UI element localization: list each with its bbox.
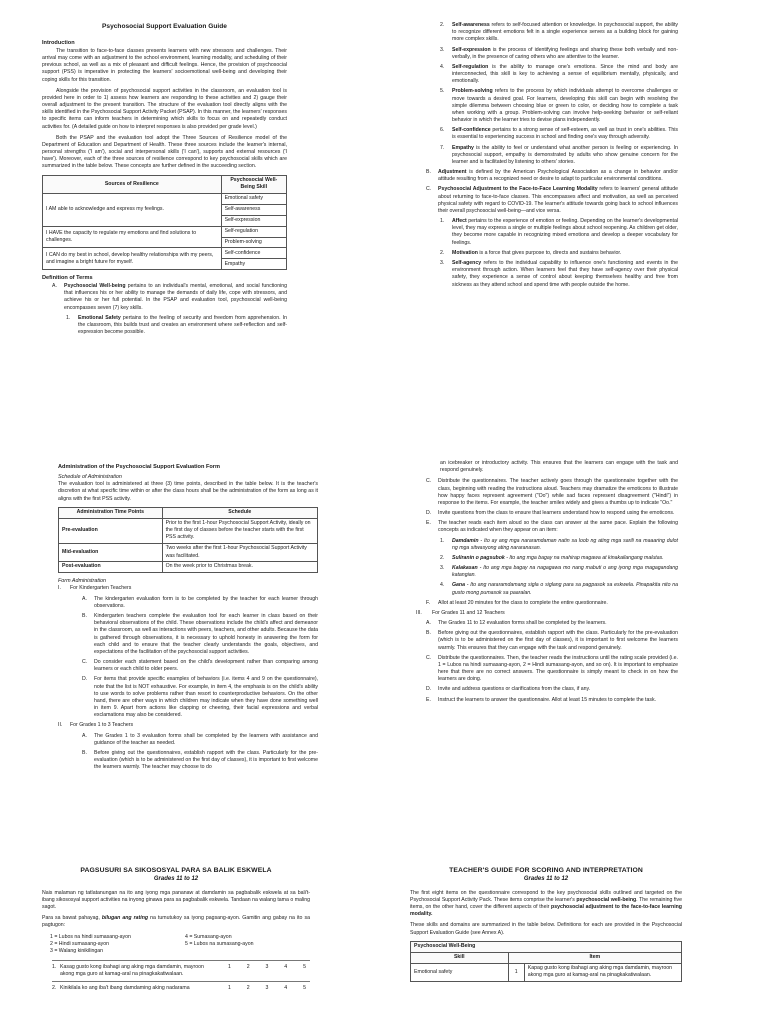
list-marker: 3. (440, 46, 445, 53)
list-marker: B. (82, 749, 87, 756)
list-item (416, 186, 678, 215)
definition-text: - Ito ang mga bagay na nagagawa mo nang mabuti o ang iyong mga magagandang katangian. (452, 565, 678, 579)
list-item (58, 750, 318, 772)
list-item (416, 620, 678, 627)
table-row (43, 248, 287, 259)
definition-term: Self-awareness (452, 22, 490, 28)
questionnaire-rating-instructions: Para sa bawat pahayag, bilugan ang rating na tumutukoy sa iyong pagsang-ayon. Gamitin ang gabay na ito sa pagtugon: (42, 915, 310, 929)
definition-text: pertains to a strong sense of self-esteem, as well as trust in one's abilities. This is essential to experiencing success in school and finding one's way through adversity. (452, 127, 678, 141)
scale-label: 1 = Lubos na hindi sumasang-ayon (50, 933, 131, 940)
definition-term: Adjustment (438, 169, 467, 176)
rating-option[interactable]: 3 (265, 985, 269, 992)
rating-emphasis: bilugan ang rating (101, 915, 149, 922)
skill-cell: Self-awareness (221, 204, 286, 215)
section-heading-definitions: Definition of Terms (42, 275, 93, 282)
list-text: Before giving out the questionnaires, establish rapport with the class. Particularly for the pre-evaluation (which is to be administered on the first day of classes), it is important to first welcome the learners warmly. This ensures that they can engage with the task and respond genuinely. (438, 630, 678, 651)
list-marker: 2. (440, 22, 445, 28)
list-marker: 2. (440, 249, 445, 256)
resilience-source-cell: I CAN do my best in school, develop healthy relationships with my peers, and imagine a bright future for myself. (43, 248, 222, 270)
guide-page-administration (58, 460, 318, 832)
schedule-paragraph: The evaluation tool is administered at three (3) time points, described in the table below. It is the teacher's discretion at what specific time within or after the class hours shall be the administration of the form as long as it aligns with the first PSS activity. (58, 481, 318, 502)
guide-page-administration-continued (416, 460, 678, 750)
scoring-guide-subtitle: Grades 11 to 12 (523, 876, 569, 883)
definition-term: Problem-solving (452, 88, 493, 95)
definition-term: Self-agency (452, 259, 482, 266)
grades-1-3-list-continued (416, 478, 678, 534)
list-text: Kindergarten teachers complete the evaluation tool for each learner in class based on their behavioral observations of the child. These observations include the child's affect and demeanor in the classroom, as well as interactions with peers, teachers, and other adults. Because the data is gathered through observations, it is necessary to uphold honesty in answering the form for each child and to ensure that the teacher clearly understands the goals, objectives, and expectations of the facilitation of the psychosocial support activities. (94, 612, 318, 655)
definition-text: is a force that gives purpose to, directs and sustains behavior. (479, 249, 622, 256)
questionnaire-item (52, 985, 310, 992)
scale-label: 3 = Walang kinikilingan (50, 947, 104, 954)
list-item (416, 47, 678, 61)
list-text: The Grades 11 to 12 evaluation forms shall be completed by the learners. (438, 620, 607, 627)
definition-text: is defined by the American Psychological Association as a change in behavior and/or attitude resulting from a recognized need or desire to adapt to particular environmental conditions. (438, 169, 678, 183)
list-item (416, 565, 678, 579)
list-item (416, 478, 678, 507)
resilience-table-header-skill: Psychosocial Well-Being Skill (221, 175, 286, 193)
list-text: Invite questions from the class to ensure that learners understand how to respond using the emoticons. (438, 510, 675, 517)
list-item (416, 250, 678, 257)
table-row (59, 562, 318, 573)
list-marker: A. (82, 732, 87, 739)
list-text: Before giving out the questionnaires, establish rapport with the class. Particularly for the pre-evaluation (which is to be administered on the first day of classes), it is important to first welcome the learners warmly. The teacher may choose to do (94, 749, 318, 771)
scoring-table (410, 941, 682, 982)
list-item (416, 260, 678, 289)
scale-label (185, 948, 310, 955)
table-row (43, 226, 287, 237)
guide-page-definitions (416, 22, 678, 352)
list-marker: A. (52, 283, 57, 290)
list-marker: C. (426, 654, 432, 661)
list-text: The Grades 1 to 3 evaluation forms shall be completed by the learners with assistance and guidance of the teacher as needed. (94, 732, 318, 746)
schedule-cell: Prior to the first 1-hour Psychosocial Support Activity, ideally on the first day of classes before the teacher starts with the first PSS activity. (162, 518, 317, 543)
list-text: Distribute the questionnaires. Then, the teacher reads the instructions until the rating scale provided (i.e. 1 = Lubos na hindi sumasang-ayon, 2 = Hindi sumasang-ayon, and so on). It is important to emphasize here that there are no correct answers. The questionnaire is simply meant to check in on how the learners are doing. (438, 654, 678, 683)
list-item (416, 630, 678, 652)
section-item (58, 585, 318, 592)
intro-paragraph-1: The transition to face-to-face classes presents learners with new stressors and challenges. Their arrival may come with an adjustment to the school environment, learning modality, and scheduling of their previous school, as well as a mix of pleasant and difficult feelings. Hence, the provision of psychosocial support (PSS) is imperative in protecting the learners' socioemotional well-being and developing their coping skills for this transition. (42, 47, 287, 83)
guide-page-intro (42, 22, 288, 336)
scoring-guide-title: TEACHER'S GUIDE FOR SCORING AND INTERPRETATION (449, 867, 643, 874)
list-marker: B. (426, 169, 431, 176)
list-text: Allot at least 20 minutes for the class to complete the entire questionnaire. (438, 599, 608, 606)
list-marker: 7. (440, 144, 445, 151)
list-item (416, 697, 678, 704)
definition-text: pertains to the feeling of security and freedom from apprehension. In the classroom, this builds trust and creates an environment where self-reflection and self-expression become possible. (78, 314, 287, 336)
list-marker: A. (82, 595, 87, 602)
section-title: For Grades 1 to 3 Teachers (70, 722, 134, 729)
list-marker: E. (426, 520, 431, 527)
list-item (416, 64, 678, 86)
list-marker: I. (58, 585, 61, 592)
list-text: For items that provide specific examples of behaviors (i.e. items 4 and 9 on the questionnaire), note that the list is NOT exhaustive. For example, in item 4, the emphasis is on the child's ability to use words to solve problems rather than resort to counterproductive behaviors. On the other hand, there are other ways in which children may indicate when they have done something well in item 9. Apart from actions like clapping or cheering, their facial expressions and verbal exclamations may also be considered. (94, 676, 318, 719)
list-text: The kindergarten evaluation form is to be completed by the teacher for each learner through observations. (94, 595, 318, 609)
definition-text: pertains to an individual's mental, emotional, and social functioning that influences his or her ability to manage the demands of daily life, cope with stressors, and achieve his or her full potential. In the PSAP and evaluation tool, psychosocial well-being encompasses seven (7) key skills. (64, 283, 288, 311)
emphasis-wellbeing: psychosocial well-being (576, 896, 637, 903)
list-item (416, 127, 678, 141)
concepts-list (416, 538, 678, 597)
resilience-table-header-source: Sources of Resilience (43, 175, 222, 193)
list-item (58, 613, 318, 656)
divider (52, 981, 310, 982)
definition-term: Kalakasan (452, 565, 478, 572)
definition-text: refers to self-focused attention or knowledge. In psychosocial support, the ability to recognize different emotions felt in a single experience serves as a building block for gaining more complex skills. (452, 22, 678, 43)
schedule-table-header-point: Administration Time Points (59, 507, 163, 518)
list-marker: 4. (440, 63, 445, 70)
list-item (416, 145, 678, 167)
list-item (416, 686, 678, 693)
list-item (416, 218, 678, 247)
resilience-source-cell: I AM able to acknowledge and express my feelings. (43, 193, 222, 226)
scoring-table-header-skill: Skill (411, 952, 509, 963)
resilience-table (42, 175, 287, 271)
scale-label: 4 = Sumasang-ayon (185, 933, 232, 940)
document-title: Psychosocial Support Evaluation Guide (102, 23, 227, 30)
item-statement: Kasag gusto kong ibahagi ang aking mga damdamin, mayroon akong mga guro at kamag-aral na pinagkakatiwalaan. (60, 964, 204, 978)
definition-item (42, 283, 287, 312)
list-item (416, 538, 678, 552)
rating-scale-legend (50, 934, 310, 956)
definition-text: - Ito ang nararamdamang sigla o siglang para sa pagpasok sa eskwela. Pinapakita nito na gusto mong pumasok sa paaralan. (452, 582, 678, 596)
list-marker: 2. (440, 554, 445, 561)
skill-cell: Emotional safety (411, 963, 509, 981)
definition-term: Affect (452, 218, 467, 225)
definition-term: Emotional Safety (78, 314, 121, 321)
definition-text: refers to the individual capability to influence one's functioning and events in the environment through action. When learners feel that they have self-agency over their physical safety, they experience a sense of control about keeping themselves healthy and free from sickness as they attend school and spend time with people outside the home. (452, 259, 678, 288)
list-item (416, 169, 678, 183)
list-marker: III. (416, 609, 422, 616)
intro-paragraph-2: Alongside the provision of psychosocial support activities in the classroom, an evaluation tool is provided here in order to 1) assess how learners are responding to these activities and 2) gauge their overall adjustment to the present transition. The structure of the evaluation tool directly aligns with the skills identified in the Psychosocial Support Activity Packet (PSAP). In this manner, the learners' responses to specific items can inform teachers in determining which skills to focus on and repeatedly conduct activities for. (A detailed guide on how to interpret responses is also provided per grade level.) (42, 87, 287, 130)
list-marker: D. (426, 510, 432, 517)
schedule-cell: On the week prior to Christmas break. (162, 562, 317, 573)
rating-option[interactable]: 4 (284, 964, 288, 971)
skill-cell: Emotional safety (221, 193, 286, 204)
rating-option[interactable]: 5 (303, 964, 306, 971)
definition-term: Motivation (452, 249, 478, 256)
definition-term: Self-confidence (452, 127, 491, 134)
definition-text: - Ito ay ang mga nararamdaman natin sa loob ng ating mga sarili na maaaring dulot ng mga sitwasyong ating nararanasan. (452, 537, 678, 551)
definition-term: Empathy (452, 144, 474, 151)
list-marker: 3. (440, 565, 445, 572)
definition-text: - Ito ang mga bagay na mahirap magawa at kinakailangang malutas. (506, 554, 664, 561)
list-marker: E. (426, 696, 431, 703)
list-item (416, 582, 678, 596)
list-marker: 1. (440, 537, 445, 544)
list-item (416, 520, 678, 534)
definition-term: Psychosocial Well-being (64, 283, 126, 290)
list-item (58, 659, 318, 673)
rating-option[interactable]: 1 (228, 964, 231, 971)
list-item (416, 88, 678, 124)
table-row (411, 963, 682, 981)
definition-term: Self-expression (452, 46, 491, 53)
rating-options (210, 964, 310, 971)
scoring-paragraph-1: The first eight items on the questionnaire correspond to the key psychosocial skills outlined and targeted on the Psychosocial Support Activity Pack. These items comprise the learner's psychosocial well-being. The remaining five items, on the other hand, cover the different aspects of their psychosocial adjustment to the face-to-face learning modality. (410, 889, 683, 918)
list-item (416, 555, 678, 562)
section-item (416, 610, 678, 617)
definition-text: is the process of identifying feelings and sharing these both verbally and non-verbally, in the presence of caring others who are attentive to the learner. (452, 46, 678, 60)
rating-option[interactable]: 2 (246, 985, 250, 992)
skill-cell: Self-regulation (221, 226, 286, 237)
rating-option[interactable]: 2 (246, 964, 250, 971)
intro-paragraph-3: Both the PSAP and the evaluation tool adopt the Three Sources of Resilience model of the Department of Education and Department of Health. These three sources include the learner's internal, personal strengths ('I am'), social and interpersonal skills ('I can'), supports and external resources ('I have'). Moreover, each of the three sources of resilience correspond to key psychosocial skills which are summarized in the table below. These concepts are further defined in the succeeding section. (42, 134, 287, 170)
item-statement: Kinikilala ko ang iba't ibang damdaming aking nadarama (60, 985, 190, 992)
table-row (59, 543, 318, 561)
scoring-guide-page (410, 866, 682, 1024)
item-number: 2. (52, 985, 57, 992)
skill-cell: Problem-solving (221, 237, 286, 248)
scale-label: 2 = Hindi sumasang-ayon (50, 940, 109, 947)
time-point-cell: Pre-evaluation (59, 518, 163, 543)
section-heading-introduction: Introduction (42, 40, 75, 47)
section-heading-administration: Administration of the Psychosocial Support Evaluation Form (58, 464, 220, 470)
questionnaire-instructions: Nais malaman ng tatlatanungan na ito ang iyong mga pananaw at damdamin sa pagbabalik eskwela at sa bali't-ibang sikososyal support activities na inyong ginawa para sa pagbabalik eskwela. Tandaan na walang tama o maling sagot. (42, 889, 310, 910)
grades-1-3-list (58, 733, 318, 772)
definition-term: Psychosocial Adjustment to the Face-to-Face Learning Modality (438, 186, 598, 193)
list-marker: D. (82, 676, 88, 683)
definition-term: Damdamin (452, 537, 479, 544)
schedule-cell: Two weeks after the first 1-hour Psychosocial Support Activity was facilitated. (162, 543, 317, 561)
emphasis-adjustment: psychosocial adjustment to the face-to-face learning modality. (410, 903, 682, 918)
subheading-form-administration: Form Administration (58, 578, 107, 585)
list-text: Instruct the learners to answer the questionnaire. Allot at least 15 minutes to complete the task. (438, 696, 656, 703)
definition-text: refers to the process by which individuals attempt to overcome challenges or move towards a desired goal. For learners, developing this skill can begin with resolving the simple dilemma between choosing blue or green to color, or deciding how to complete a task when working with a group. Problem-solving can involve help-seeking behavior or self-reliant behavior in which the learner tries to devise plans independently. (452, 88, 678, 124)
list-item (416, 655, 678, 684)
definition-text: is the ability to manage one's emotions. Since the mind and body are interconnected, this skill is key to achieving a sense of equilibrium mentally, physically, and emotionally. (452, 63, 678, 85)
scoring-table-header-item: Item (508, 952, 681, 963)
list-marker: 5. (440, 88, 445, 95)
continued-paragraph: an icebreaker or introductory activity. This ensures that the learners can engage with the task and respond genuinely. (440, 460, 678, 474)
questionnaire-subtitle: Grades 11 to 12 (153, 876, 199, 883)
rating-option[interactable]: 1 (228, 985, 231, 992)
list-item (416, 22, 678, 44)
definition-text: refers to learners' general attitude about returning to face-to-face classes. This encompasses affect and motivation, as well as perceived physical safety with regard to COVID-19. The learner's attitude towards going back to school influences their overall psychosocial well-being—and vice versa. (438, 186, 678, 214)
section-title: For Kindergarten Teachers (70, 585, 132, 592)
list-text: Do consider each statement based on the child's development rather than comparing among learners or each child to older peers. (94, 659, 318, 673)
skill-cell: Empathy (221, 259, 286, 270)
list-text: Invite and address questions or clarifications from the class, if any. (438, 686, 591, 693)
questionnaire-item (52, 964, 310, 978)
kindergarten-list (58, 596, 318, 720)
list-marker: C. (82, 659, 88, 666)
scoring-paragraph-2: These skills and domains are summarized in the table below. Definitions for each are provided in the Psychosocial Support Evaluation Guide (see Annex A). (410, 922, 682, 936)
skill-cell: Self-confidence (221, 248, 286, 259)
list-marker: II. (58, 722, 63, 729)
time-point-cell: Mid-evaluation (59, 543, 163, 561)
list-item (58, 733, 318, 747)
questionnaire-page (42, 866, 310, 1024)
scale-label: 5 = Lubos na sumasang-ayon (185, 940, 254, 947)
scoring-table-section-header: Psychosocial Well-Being (411, 941, 682, 952)
rating-option[interactable]: 4 (284, 985, 288, 992)
section-item (58, 722, 318, 729)
questionnaire-title: PAGSUSURI SA SIKOSOSYAL PARA SA BALIK ESKWELA (80, 867, 272, 874)
time-point-cell: Post-evaluation (59, 562, 163, 573)
definition-item (42, 315, 287, 337)
definition-text: is the ability to feel or understand what another person is feeling or experiencing. In psychosocial support, empathy is demonstrated by adults who show genuine concern for the learner and is facilitated by listening to others' stories. (452, 144, 678, 165)
list-marker: A. (426, 620, 431, 627)
item-cell: Kapag gusto kong ibahagi ang aking mga damdamin, mayroon akong mga guro at kamag-aral na pinagkakatiwalaan. (524, 963, 681, 981)
definition-term: Self-regulation (452, 63, 489, 70)
divider (52, 960, 310, 961)
table-row (59, 518, 318, 543)
list-item (416, 600, 678, 607)
list-item (58, 676, 318, 719)
list-marker: B. (82, 612, 87, 619)
section-title: For Grades 11 and 12 Teachers (432, 609, 505, 616)
rating-option[interactable]: 3 (265, 964, 269, 971)
subheading-schedule: Schedule of Administration (58, 473, 122, 480)
definition-term: Suliranin o pagsubok (452, 554, 505, 561)
list-item (58, 596, 318, 610)
table-row (43, 193, 287, 204)
skill-cell: Self-expression (221, 215, 286, 226)
grades-11-12-list (416, 620, 678, 704)
definition-term: Gana (452, 582, 465, 589)
list-marker: 3. (440, 259, 445, 266)
item-number-cell: 1 (508, 963, 524, 981)
list-item (416, 510, 678, 517)
list-marker: F. (426, 599, 431, 606)
list-marker: 6. (440, 127, 445, 134)
list-marker: 1. (66, 314, 71, 321)
rating-option[interactable]: 5 (303, 985, 306, 992)
resilience-source-cell: I HAVE the capacity to regulate my emotions and find solutions to challenges. (43, 226, 222, 248)
schedule-table (58, 507, 318, 573)
list-marker: 4. (440, 582, 445, 589)
list-marker: C. (426, 478, 432, 485)
list-marker: B. (426, 630, 431, 637)
definition-text: pertains to the experience of emotion or feeling. Depending on the learner's developmental level, they may express a single or multiple feelings about school reopening. As children get older, they become more capable in recognizing mixed emotions and develop a deeper vocabulary for feelings. (452, 218, 678, 246)
list-marker: D. (426, 686, 432, 693)
list-marker: C. (426, 186, 432, 193)
rating-options (210, 985, 310, 992)
list-text: Distribute the questionnaires. The teacher actively goes through the questionnaire together with the class, beginning with reading the instructions aloud. Teachers may dramatize the emoticons to illustrate how happy faces represent agreement ("Oo") while sad faces represent disagreement ("Hindi") in response to the items. For example, the teacher smiles widely and gives a thumbs up to indicate "Oo." (438, 478, 678, 506)
definitions-list (416, 22, 678, 289)
item-number: 1. (52, 964, 57, 971)
list-text: The teacher reads each item aloud so the class can answer at the same pace. Explain the following concepts as indicated when they appear on an item: (438, 520, 678, 534)
list-marker: 1. (440, 218, 445, 225)
schedule-table-header-schedule: Schedule (162, 507, 317, 518)
